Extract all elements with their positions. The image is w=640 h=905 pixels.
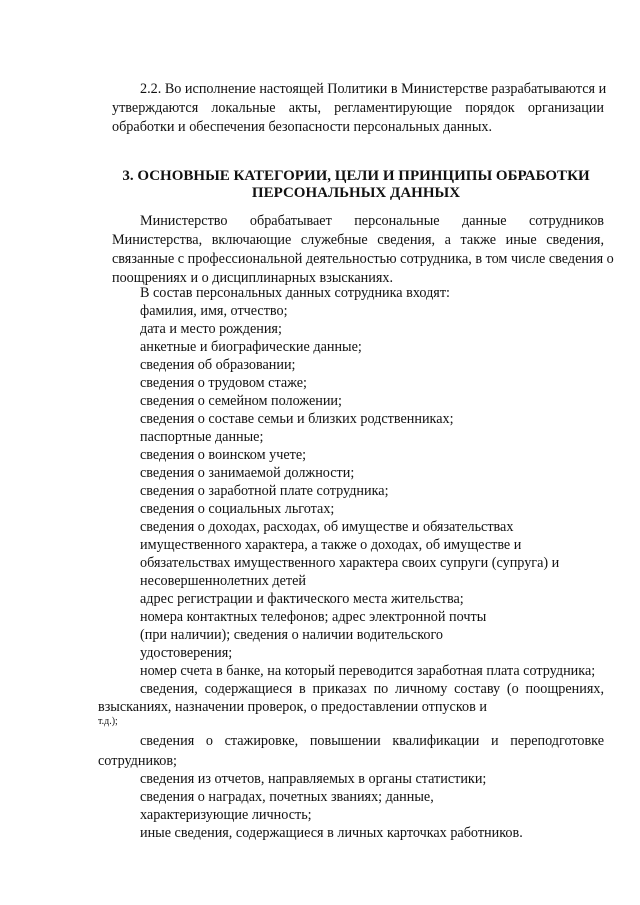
orders-line-2: взысканиях, назначении проверок, о предоставлении отпусков и xyxy=(98,699,487,715)
list-item: сведения о наградах, почетных званиях; данные, xyxy=(140,789,434,805)
intro-line-1: Министерство обрабатывает персональные данные сотрудников xyxy=(140,213,604,229)
list-item: удостоверения; xyxy=(140,645,233,661)
list-item: имущественного характера, а также о доходах, об имуществе и xyxy=(140,537,522,553)
list-item: фамилия, имя, отчество; xyxy=(140,303,288,319)
training-line-2: сотрудников; xyxy=(98,753,177,769)
list-item: сведения о заработной плате сотрудника; xyxy=(140,483,389,499)
orders-line-1: сведения, содержащиеся в приказах по личному составу (о поощрениях, xyxy=(140,681,604,697)
section-2-2-line-3: обработки и обеспечения безопасности персональных данных. xyxy=(112,119,493,135)
intro-line-2: Министерства, включающие служебные сведения, а также иные сведения, xyxy=(112,232,604,248)
list-item: сведения о воинском учете; xyxy=(140,447,307,463)
list-item: характеризующие личность; xyxy=(140,807,312,823)
section-2-2-line-1: 2.2. Во исполнение настоящей Политики в Министерстве разрабатываются и xyxy=(140,81,607,97)
intro-line-5: В состав персональных данных сотрудника входят: xyxy=(140,285,450,301)
list-item: номера контактных телефонов; адрес электронной почты xyxy=(140,609,487,625)
list-item: паспортные данные; xyxy=(140,429,264,445)
list-item: иные сведения, содержащиеся в личных карточках работников. xyxy=(140,825,523,841)
section-3-heading-line-2: ПЕРСОНАЛЬНЫХ ДАННЫХ xyxy=(251,185,461,201)
list-item: сведения об образовании; xyxy=(140,357,296,373)
list-item: сведения о доходах, расходах, об имуществе и обязательствах xyxy=(140,519,514,535)
list-item: сведения о составе семьи и близких родственниках; xyxy=(140,411,454,427)
list-item: сведения о трудовом стаже; xyxy=(140,375,307,391)
section-3-heading-line-1: 3. ОСНОВНЫЕ КАТЕГОРИИ, ЦЕЛИ И ПРИНЦИПЫ ОБРАБОТКИ xyxy=(122,168,590,184)
list-item: адрес регистрации и фактического места жительства; xyxy=(140,591,464,607)
list-item: номер счета в банке, на который переводится заработная плата сотрудника; xyxy=(140,663,596,679)
section-2-2-line-2: утверждаются локальные акты, регламентирующие порядок организации xyxy=(112,100,604,116)
training-line-1: сведения о стажировке, повышении квалификации и переподготовке xyxy=(140,733,604,749)
intro-line-4: поощрениях и о дисциплинарных взысканиях. xyxy=(112,270,393,286)
list-item: сведения о семейном положении; xyxy=(140,393,342,409)
list-item: анкетные и биографические данные; xyxy=(140,339,362,355)
list-item: дата и место рождения; xyxy=(140,321,282,337)
list-item: обязательствах имущественного характера своих супруги (супруга) и xyxy=(140,555,560,571)
list-item: несовершеннолетних детей xyxy=(140,573,306,589)
list-item: сведения о занимаемой должности; xyxy=(140,465,355,481)
list-item: сведения из отчетов, направляемых в органы статистики; xyxy=(140,771,487,787)
list-item: сведения о социальных льготах; xyxy=(140,501,335,517)
orders-line-3: т.д.); xyxy=(98,716,118,727)
list-item: (при наличии); сведения о наличии водительского xyxy=(140,627,444,643)
intro-line-3: связанные с профессиональной деятельностью сотрудника, в том числе сведения о xyxy=(112,251,614,267)
